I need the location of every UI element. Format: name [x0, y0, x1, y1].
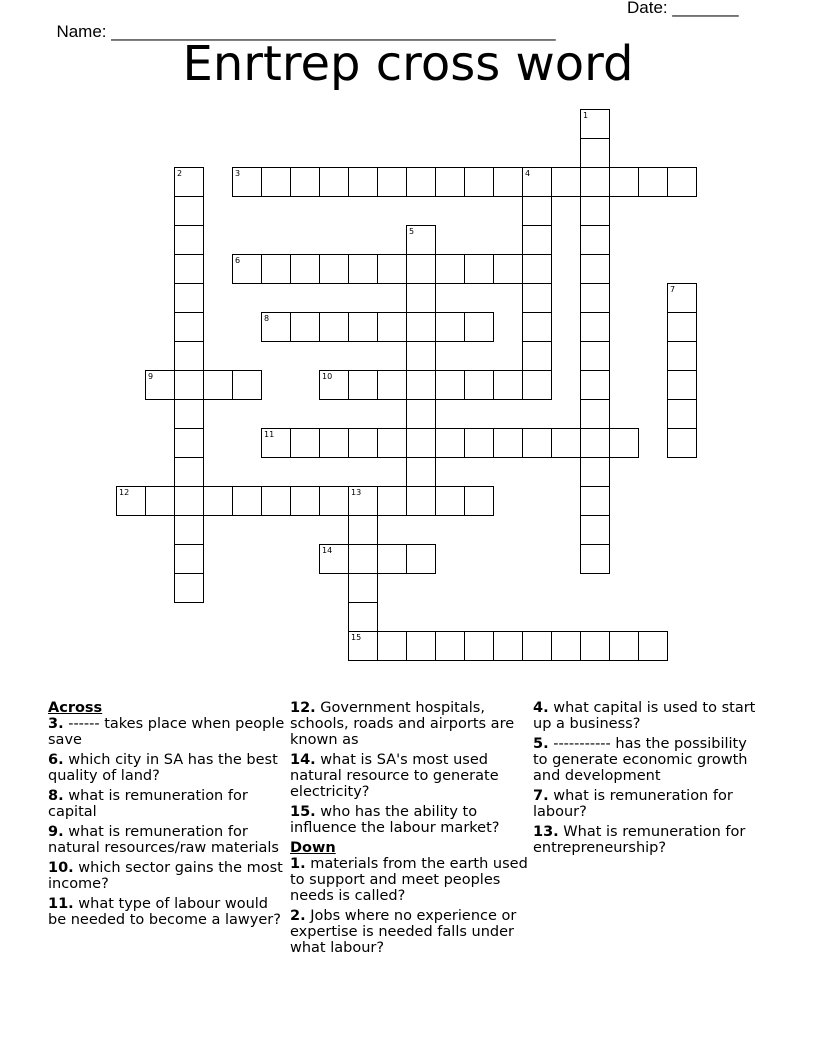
name-field[interactable]: Name: _______________________________________________ — [56, 22, 556, 41]
clue-number-label: 6 — [235, 256, 241, 265]
grid-cell[interactable] — [580, 254, 610, 284]
grid-cell[interactable] — [580, 196, 610, 226]
grid-cell[interactable] — [174, 457, 204, 487]
grid-cell[interactable] — [174, 225, 204, 255]
grid-cell[interactable] — [319, 254, 349, 284]
grid-cell[interactable] — [174, 486, 204, 516]
clue-number-label: 11 — [264, 430, 275, 439]
grid-cell[interactable] — [377, 370, 407, 400]
grid-cell[interactable] — [580, 631, 610, 661]
grid-cell[interactable] — [174, 283, 204, 313]
grid-cell[interactable] — [638, 631, 668, 661]
grid-cell[interactable] — [609, 631, 639, 661]
down-clue: 7. what is remuneration for labour? — [533, 788, 733, 820]
grid-cell[interactable] — [580, 457, 610, 487]
clue-number-label: 9 — [148, 372, 154, 381]
grid-cell[interactable] — [580, 283, 610, 313]
grid-cell[interactable] — [145, 486, 175, 516]
grid-cell[interactable] — [522, 254, 552, 284]
grid-cell[interactable] — [464, 167, 494, 197]
grid-cell[interactable] — [290, 254, 320, 284]
grid-cell[interactable] — [319, 428, 349, 458]
grid-cell[interactable] — [348, 602, 378, 632]
grid-cell[interactable] — [348, 428, 378, 458]
grid-cell[interactable] — [348, 544, 378, 574]
grid-cell[interactable] — [580, 167, 610, 197]
grid-cell[interactable] — [406, 167, 436, 197]
clue-number-label: 2 — [177, 169, 183, 178]
grid-cell[interactable] — [377, 486, 407, 516]
grid-cell[interactable] — [580, 370, 610, 400]
across-clue: 12. Government hospitals, schools, roads and airports are known as — [290, 700, 515, 748]
clue-number-label: 1 — [583, 111, 589, 120]
grid-cell[interactable] — [406, 283, 436, 313]
down-clue: 1. materials from the earth used to support and meet peoples needs is called? — [290, 856, 528, 904]
grid-cell[interactable] — [174, 515, 204, 545]
grid-cell[interactable] — [522, 312, 552, 342]
grid-cell[interactable] — [377, 544, 407, 574]
clue-number-label: 15 — [351, 633, 362, 642]
grid-cell[interactable] — [406, 312, 436, 342]
grid-cell[interactable] — [464, 631, 494, 661]
clues-column-1 — [48, 700, 288, 932]
grid-cell[interactable] — [406, 254, 436, 284]
grid-cell[interactable] — [609, 428, 639, 458]
grid-cell[interactable] — [522, 196, 552, 226]
grid-cell[interactable] — [435, 167, 465, 197]
clue-number-label: 10 — [322, 372, 333, 381]
grid-cell[interactable] — [290, 428, 320, 458]
clue-number-label: 12 — [119, 488, 130, 497]
grid-cell[interactable] — [464, 370, 494, 400]
across-clue: 3. ------ takes place when people save — [48, 716, 285, 748]
down-heading: Down — [290, 840, 336, 856]
grid-cell[interactable] — [551, 428, 581, 458]
grid-cell[interactable] — [174, 573, 204, 603]
grid-cell[interactable] — [522, 631, 552, 661]
grid-cell[interactable] — [580, 486, 610, 516]
grid-cell[interactable] — [406, 370, 436, 400]
grid-cell[interactable] — [406, 486, 436, 516]
grid-cell[interactable] — [580, 544, 610, 574]
grid-cell[interactable] — [522, 370, 552, 400]
grid-cell[interactable] — [348, 312, 378, 342]
grid-cell[interactable] — [406, 399, 436, 429]
grid-cell[interactable] — [667, 167, 697, 197]
clue-number-label: 5 — [409, 227, 415, 236]
grid-cell[interactable] — [348, 167, 378, 197]
grid-cell[interactable] — [319, 312, 349, 342]
grid-cell[interactable] — [348, 515, 378, 545]
date-field[interactable]: Date: _______ — [627, 0, 739, 17]
grid-cell[interactable] — [667, 370, 697, 400]
down-clue: 13. What is remuneration for entrepreneurship? — [533, 824, 746, 856]
across-clue: 15. who has the ability to influence the labour market? — [290, 804, 500, 836]
grid-cell[interactable] — [435, 486, 465, 516]
grid-cell[interactable] — [406, 544, 436, 574]
grid-cell[interactable] — [580, 312, 610, 342]
grid-cell[interactable] — [174, 254, 204, 284]
grid-cell[interactable] — [464, 486, 494, 516]
grid-cell[interactable] — [174, 341, 204, 371]
grid-cell[interactable] — [493, 167, 523, 197]
grid-cell[interactable] — [493, 254, 523, 284]
down-clue: 2. Jobs where no experience or expertise is needed falls under what labour? — [290, 908, 517, 956]
clue-number-label: 3 — [235, 169, 241, 178]
grid-cell[interactable] — [551, 167, 581, 197]
grid-cell[interactable] — [464, 428, 494, 458]
grid-cell[interactable] — [203, 370, 233, 400]
across-clue: 6. which city in SA has the best quality of land? — [48, 752, 278, 784]
grid-cell[interactable] — [580, 515, 610, 545]
grid-cell[interactable] — [261, 486, 291, 516]
grid-cell[interactable] — [232, 370, 262, 400]
clues-column-2 — [290, 700, 528, 960]
grid-cell[interactable] — [348, 254, 378, 284]
grid-cell[interactable] — [435, 254, 465, 284]
grid-cell[interactable] — [348, 573, 378, 603]
across-heading: Across — [48, 700, 103, 716]
across-clue: 9. what is remuneration for natural resources/raw materials — [48, 824, 279, 856]
grid-cell[interactable] — [522, 225, 552, 255]
grid-cell[interactable] — [174, 544, 204, 574]
grid-cell[interactable] — [174, 312, 204, 342]
grid-cell[interactable] — [406, 341, 436, 371]
grid-cell[interactable] — [638, 167, 668, 197]
grid-cell[interactable] — [406, 428, 436, 458]
grid-cell[interactable] — [522, 428, 552, 458]
grid-cell[interactable] — [406, 631, 436, 661]
grid-cell[interactable] — [667, 312, 697, 342]
grid-cell[interactable] — [667, 399, 697, 429]
grid-cell[interactable] — [290, 167, 320, 197]
grid-cell[interactable] — [174, 196, 204, 226]
grid-cell[interactable] — [319, 167, 349, 197]
grid-cell[interactable] — [464, 254, 494, 284]
down-clue: 5. ----------- has the possibility to generate economic growth and development — [533, 736, 748, 784]
grid-cell[interactable] — [667, 428, 697, 458]
grid-cell[interactable] — [493, 370, 523, 400]
grid-cell[interactable] — [406, 457, 436, 487]
clue-number-label: 8 — [264, 314, 270, 323]
grid-cell[interactable] — [203, 486, 233, 516]
grid-cell[interactable] — [261, 167, 291, 197]
grid-cell[interactable] — [551, 631, 581, 661]
grid-cell[interactable] — [435, 370, 465, 400]
grid-cell[interactable] — [609, 167, 639, 197]
grid-cell[interactable] — [319, 486, 349, 516]
page-title: Enrtrep cross word — [182, 36, 634, 92]
grid-cell[interactable] — [667, 341, 697, 371]
clue-number-label: 14 — [322, 546, 333, 555]
grid-cell[interactable] — [377, 312, 407, 342]
grid-cell[interactable] — [580, 225, 610, 255]
grid-cell[interactable] — [174, 399, 204, 429]
grid-cell[interactable] — [377, 254, 407, 284]
grid-cell[interactable] — [348, 370, 378, 400]
grid-cell[interactable] — [493, 428, 523, 458]
down-clue: 4. what capital is used to start up a business? — [533, 700, 756, 732]
grid-cell[interactable] — [377, 167, 407, 197]
grid-cell[interactable] — [580, 428, 610, 458]
across-clue: 10. which sector gains the most income? — [48, 860, 283, 892]
clue-number-label: 7 — [670, 285, 676, 294]
clue-number-label: 13 — [351, 488, 362, 497]
grid-cell[interactable] — [377, 428, 407, 458]
grid-cell[interactable] — [580, 138, 610, 168]
grid-cell[interactable] — [174, 370, 204, 400]
clue-number-label: 4 — [525, 169, 531, 178]
grid-cell[interactable] — [435, 312, 465, 342]
grid-cell[interactable] — [522, 341, 552, 371]
grid-cell[interactable] — [377, 631, 407, 661]
grid-cell[interactable] — [232, 486, 262, 516]
clues-column-3 — [533, 700, 763, 860]
grid-cell[interactable] — [290, 312, 320, 342]
grid-cell[interactable] — [464, 312, 494, 342]
grid-cell[interactable] — [580, 399, 610, 429]
grid-cell[interactable] — [435, 631, 465, 661]
grid-cell[interactable] — [261, 254, 291, 284]
grid-cell[interactable] — [580, 341, 610, 371]
grid-cell[interactable] — [493, 631, 523, 661]
across-clue: 8. what is remuneration for capital — [48, 788, 248, 820]
grid-cell[interactable] — [522, 283, 552, 313]
grid-cell[interactable] — [290, 486, 320, 516]
grid-cell[interactable] — [174, 428, 204, 458]
across-clue: 14. what is SA's most used natural resource to generate electricity? — [290, 752, 499, 800]
grid-cell[interactable] — [435, 428, 465, 458]
across-clue: 11. what type of labour would be needed to become a lawyer? — [48, 896, 281, 928]
